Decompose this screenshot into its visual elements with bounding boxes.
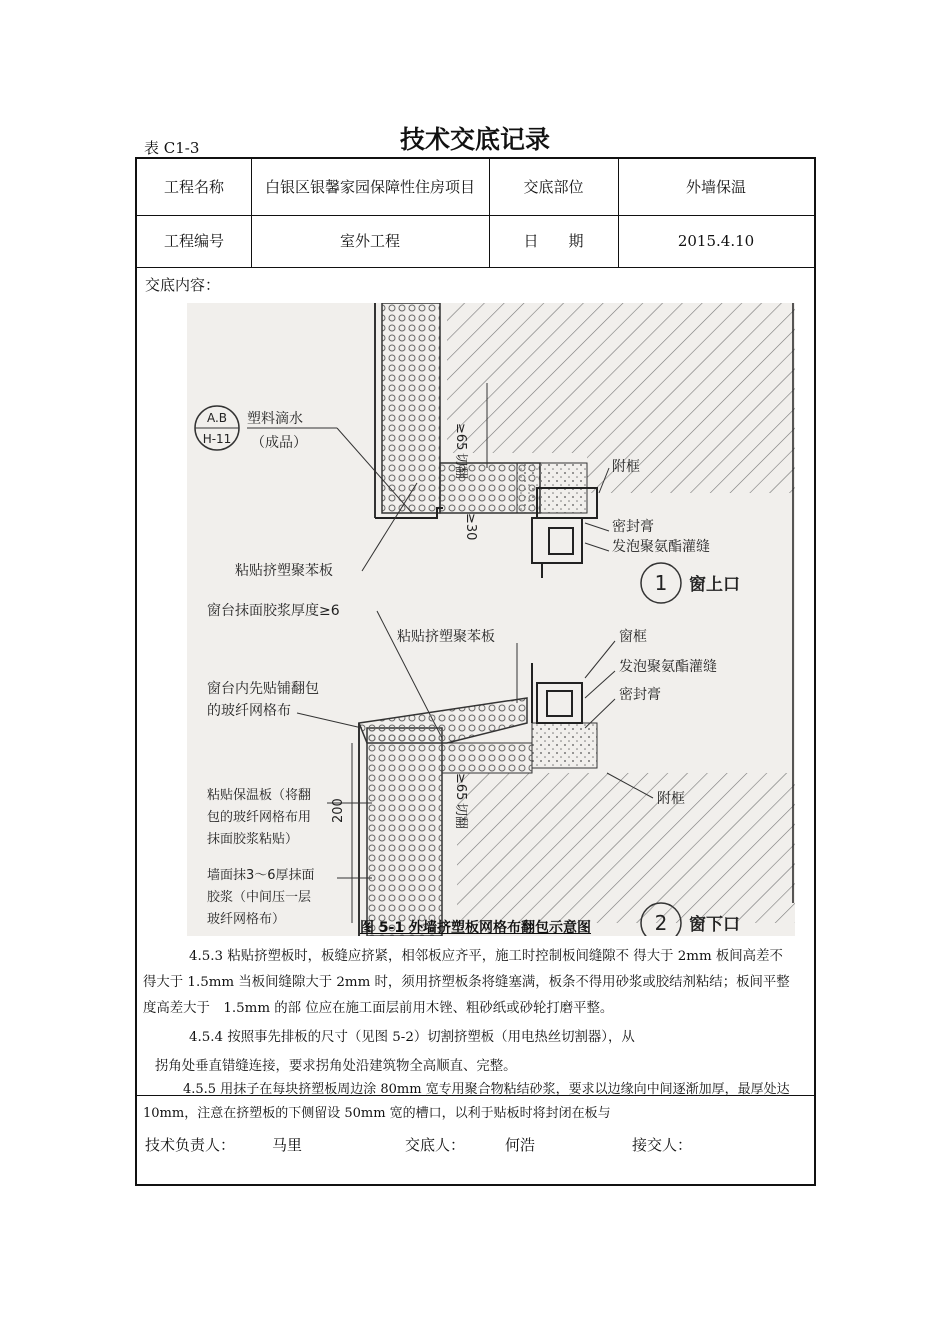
window-top-label: 窗上口 bbox=[689, 575, 740, 595]
tech-lead-name: 马里 bbox=[272, 1136, 303, 1154]
content-label: 交底内容： bbox=[145, 276, 221, 294]
paragraph-line: 得大于 1.5mm 当板间缝隙大于 2mm 时，须用挤塑板条将缝塞满，板条不得用砂浆或胶结剂粘结；板间平整 bbox=[143, 975, 790, 990]
project-name-label: 工程名称 bbox=[163, 177, 224, 196]
date-value: 2015.4.10 bbox=[677, 231, 755, 250]
paragraph-line: 拐角处垂直错缝连接，要求拐角处沿建筑物全高顺直、完整。 bbox=[155, 1059, 517, 1074]
paragraph-line: 4.5.3 粘贴挤塑板时，板缝应挤紧，相邻板应齐平，施工时控制板间缝隙不 得大于 2mm 板间高差不 bbox=[189, 949, 783, 964]
sill-mortar-label: 窗台抹面胶浆厚度≥6 bbox=[207, 603, 340, 619]
project-no-label: 工程编号 bbox=[163, 231, 224, 250]
paragraph-line: 10mm，注意在挤塑板的下侧留设 50mm 宽的槽口，以利于贴板时将封闭在板与 bbox=[143, 1106, 611, 1121]
dim-65-bottom: ≥65 bbox=[453, 773, 468, 801]
drip-label: 塑料滴水 bbox=[247, 411, 303, 427]
sill-mesh-label-2: 的玻纤网格布 bbox=[207, 703, 291, 719]
subframe-label-top: 附框 bbox=[612, 459, 640, 475]
window-detail-drawing bbox=[187, 303, 795, 936]
wall-coat-label-3: 玻纤网格布） bbox=[207, 912, 286, 927]
insulation-label-3: 抹面胶浆粘贴） bbox=[207, 832, 299, 847]
drip-sub-label: （成品） bbox=[251, 435, 307, 451]
location-label: 交底部位 bbox=[523, 177, 584, 196]
detail-number-2: 2 bbox=[654, 911, 668, 935]
giver-label: 交底人： bbox=[405, 1136, 466, 1154]
sill-mesh-label-1: 窗台内先贴铺翻包 bbox=[207, 681, 319, 697]
document-title: 技术交底记录 bbox=[399, 125, 550, 154]
dim-cut-bottom: 切翻 bbox=[453, 803, 468, 830]
sealant-label-top: 密封膏 bbox=[612, 519, 654, 535]
tech-lead-label: 技术负责人： bbox=[145, 1136, 236, 1154]
callout-bottom-text: H-11 bbox=[202, 432, 232, 446]
insulation-label-1: 粘贴保温板（将翻 bbox=[207, 788, 312, 803]
wall-coat-label-2: 胶浆（中间压一层 bbox=[207, 890, 312, 905]
date-label: 日 期 bbox=[523, 231, 584, 250]
dim-cut-top: 切翻 bbox=[453, 453, 468, 480]
dim-65-top: ≥65 bbox=[453, 423, 468, 451]
record-form bbox=[135, 157, 816, 1186]
paragraph-line: 4.5.4 按照事先排板的尺寸（见图 5-2）切割挤塑板（用电热丝切割器），从 bbox=[189, 1030, 635, 1045]
sealant-label-bottom: 密封膏 bbox=[619, 687, 661, 703]
frame-label: 窗框 bbox=[619, 629, 647, 645]
form-code: 表 C1-3 bbox=[144, 139, 200, 157]
subframe-label-bottom: 附框 bbox=[657, 791, 685, 807]
detail-number-1: 1 bbox=[654, 571, 668, 595]
project-name-value: 白银区银馨家园保障性住房项目 bbox=[264, 177, 475, 196]
dim-200: 200 bbox=[331, 798, 346, 823]
callout-top-text: A.B bbox=[206, 411, 228, 425]
paragraph-line: 4.5.5 用抹子在每块挤塑板周边涂 80mm 宽专用聚合物粘结砂浆，要求以边缘向中间逐渐加厚，最厚处达 bbox=[183, 1082, 790, 1097]
window-bottom-label: 窗下口 bbox=[689, 915, 740, 935]
paragraph-line: 度高差大于 1.5mm 的部 位应在施工面层前用木锉、粗砂纸或砂轮打磨平整。 bbox=[143, 1001, 614, 1016]
row-divider bbox=[137, 267, 814, 268]
wall-coat-label-1: 墙面抹3～6厚抹面 bbox=[207, 868, 315, 883]
dim-ge30: ≥30 bbox=[463, 513, 478, 541]
receiver-label: 接交人： bbox=[632, 1136, 693, 1154]
location-value: 外墙保温 bbox=[685, 177, 746, 196]
project-no-value: 室外工程 bbox=[339, 231, 400, 250]
foam-fill-label-top: 发泡聚氨酯灌缝 bbox=[612, 539, 710, 555]
insulation-label-2: 包的玻纤网格布用 bbox=[207, 810, 312, 825]
figure-caption: 图 5-1 外墙挤塑板网格布翻包示意图 bbox=[359, 920, 592, 936]
stick-xps-label-1: 粘贴挤塑聚苯板 bbox=[235, 563, 333, 579]
giver-name: 何浩 bbox=[505, 1136, 536, 1154]
foam-fill-label-bottom: 发泡聚氨酯灌缝 bbox=[619, 659, 717, 675]
stick-xps-label-2: 粘贴挤塑聚苯板 bbox=[397, 629, 495, 645]
